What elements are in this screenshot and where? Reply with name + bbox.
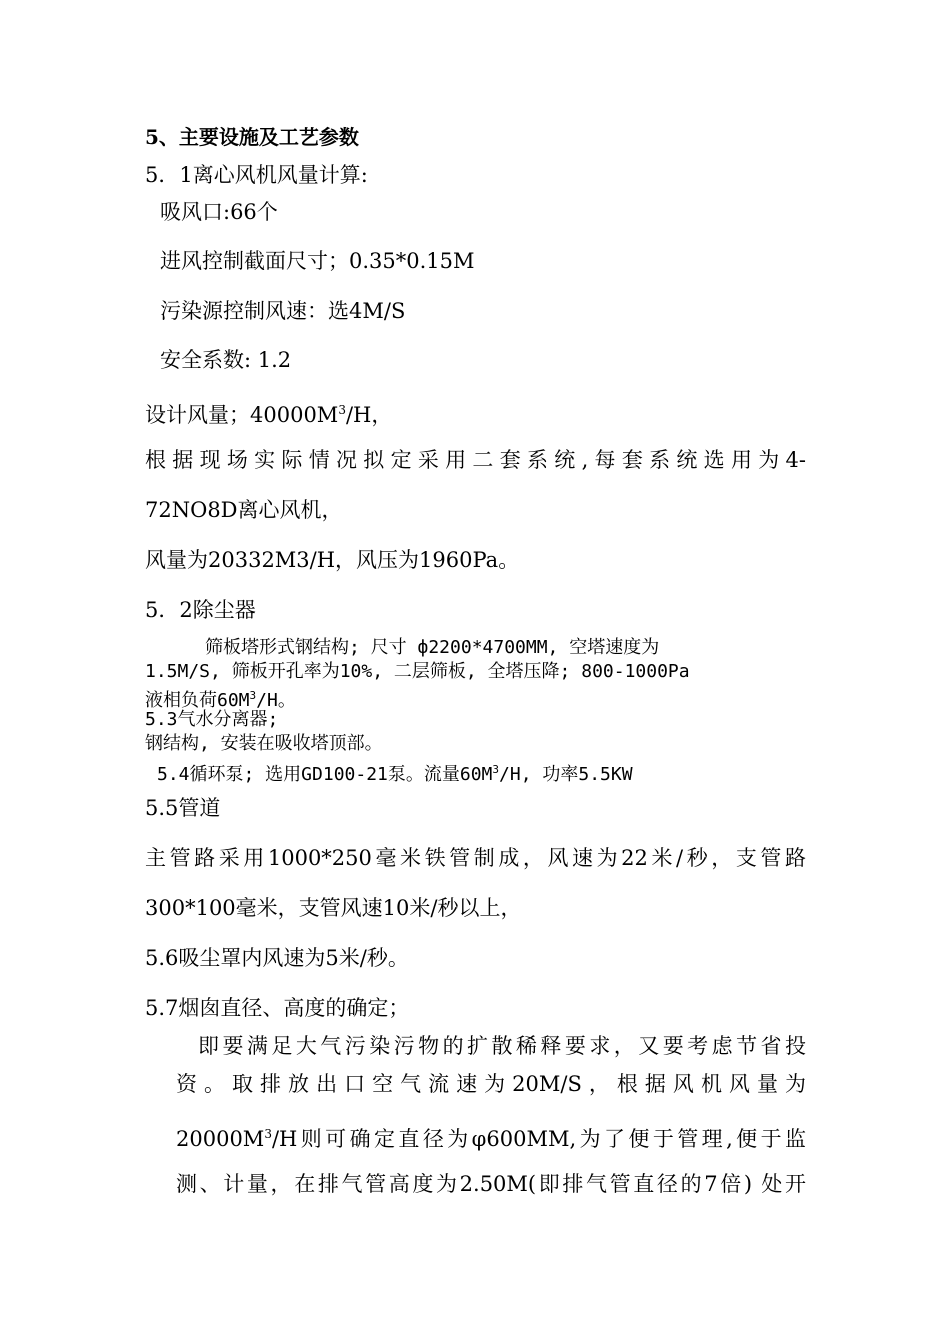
chimney-line-3 <box>176 1121 806 1152</box>
control-wind-speed: 污染源控制风速：选4M/S <box>160 299 406 323</box>
section-5-2-title: 5．2除尘器 <box>145 598 256 622</box>
section-5-7-title: 5.7烟囱直径、高度的确定； <box>145 996 410 1020</box>
chimney-line-2: 资。取排放出口空气流速为20M/S，根据风机风量为 <box>176 1072 806 1096</box>
section-5-3-title: 5.3气水分离器; <box>145 709 279 730</box>
circulation-pump <box>157 758 633 787</box>
system-description-line-1: 根据现场实际情况拟定采用二套系统,每套系统选用为4- <box>145 448 806 472</box>
section-heading: 5、主要设施及工艺参数 <box>145 125 359 149</box>
section-5-5-title: 5.5管道 <box>145 796 221 820</box>
circulation-pump-power: /H, 功率5.5KW <box>499 764 633 785</box>
design-air-volume <box>145 397 392 428</box>
dust-collector-line-2: 1.5M/S, 筛板开孔率为10%, 二层筛板, 全塔压降; 800-1000Pa <box>145 661 690 682</box>
liquid-load-main: 液相负荷60M <box>145 690 250 711</box>
liquid-load-unit: /H。 <box>256 690 296 711</box>
chimney-line-3-main: 20000M <box>176 1127 265 1151</box>
system-description-line-2: 72NO8D离心风机， <box>145 498 343 522</box>
design-air-volume-unit: /H， <box>345 403 393 427</box>
pipe-description-line-1: 主管路采用1000*250毫米铁管制成，风速为22米/秒，支管路 <box>145 846 806 870</box>
separator-description: 钢结构, 安装在吸收塔顶部。 <box>145 733 383 754</box>
intake-section-size: 进风控制截面尺寸；0.35*0.15M <box>160 249 475 273</box>
section-5-1-title: 5．1离心风机风量计算: <box>145 163 368 187</box>
superscript-3: 3 <box>492 763 500 776</box>
circulation-pump-main: 5.4循环泵; 选用GD100-21泵。流量60M <box>157 764 493 785</box>
superscript-3: 3 <box>338 403 346 417</box>
intake-count: 吸风口:66个 <box>160 200 278 224</box>
dust-collector-line-1: 筛板塔形式钢结构; 尺寸 ф2200*4700MM, 空塔速度为 <box>205 637 660 658</box>
superscript-3: 3 <box>264 1127 272 1141</box>
fan-volume-pressure: 风量为20332M3/H，风压为1960Pa。 <box>145 548 520 572</box>
section-5-6: 5.6吸尘罩内风速为5米/秒。 <box>145 946 409 970</box>
safety-factor: 安全系数: 1.2 <box>160 348 292 372</box>
design-air-volume-main: 设计风量；40000M <box>145 403 339 427</box>
chimney-line-4: 测、计量，在排气管高度为2.50M(即排气管直径的7倍) 处开 <box>176 1172 806 1196</box>
superscript-3: 3 <box>249 689 257 702</box>
chimney-line-3-rest: /H则可确定直径为φ600MM,为了便于管理,便于监 <box>271 1127 806 1151</box>
chimney-line-1: 即要满足大气污染污物的扩散稀释要求，又要考虑节省投 <box>198 1034 806 1058</box>
pipe-description-line-2: 300*100毫米，支管风速10米/秒以上， <box>145 896 522 920</box>
